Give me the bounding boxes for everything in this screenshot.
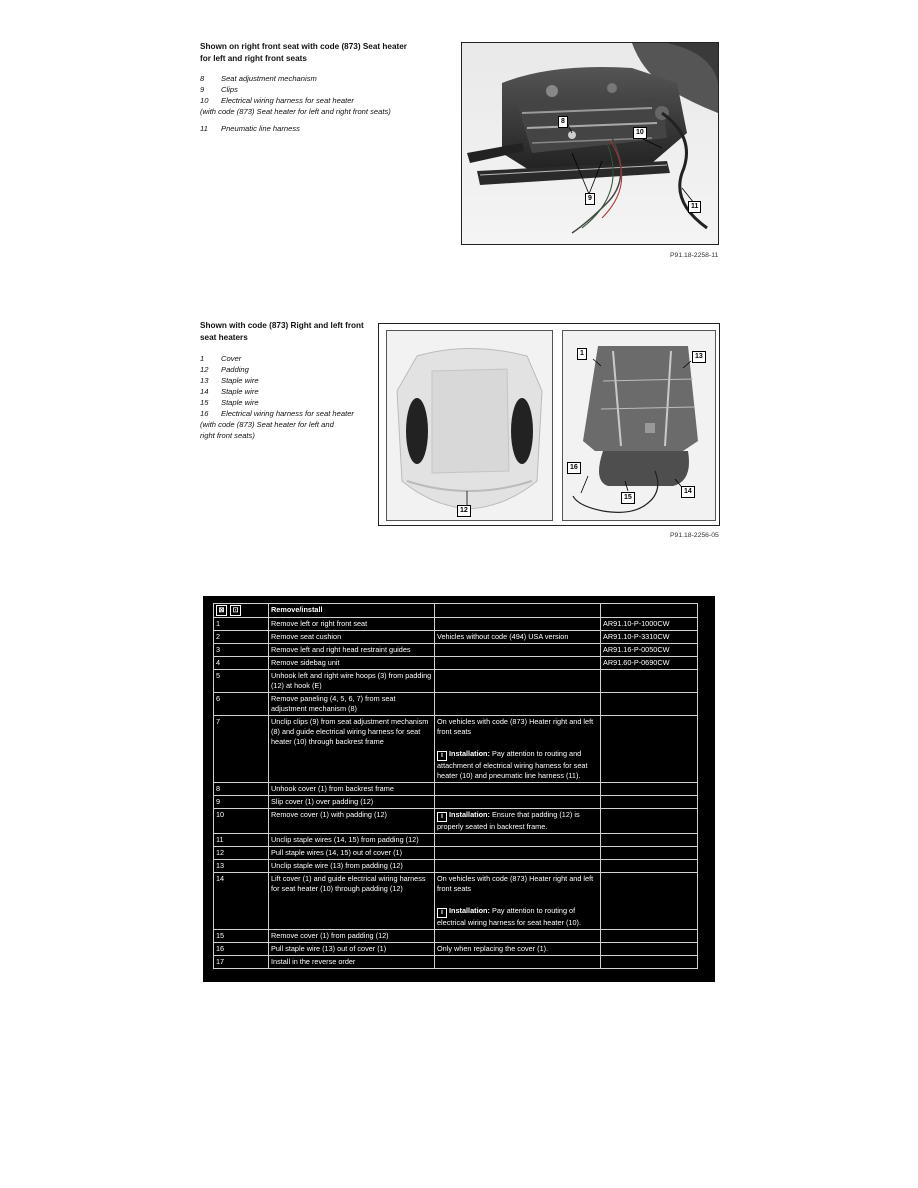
legend-item: 1 Cover [200, 354, 242, 363]
legend-item: 13 Staple wire [200, 376, 259, 385]
table-row: 9 Slip cover (1) over padding (12) [214, 796, 698, 809]
header-title: Remove/install [269, 604, 435, 618]
table-row: 12 Pull staple wires (14, 15) out of cover (1) [214, 847, 698, 860]
figure1-photo [461, 42, 719, 245]
table-row: 8 Unhook cover (1) from backrest frame [214, 783, 698, 796]
table-row: 2 Remove seat cushion Vehicles without code (494) USA version AR91.10-P-3310CW [214, 631, 698, 644]
remove-icon: ⊠ [216, 605, 227, 616]
table-row: 6 Remove paneling (4, 5, 6, 7) from seat adjustment mechanism (8) [214, 693, 698, 716]
callout-10: 10 [633, 127, 647, 139]
install-icon: ⊡ [230, 605, 241, 616]
table-row: 15 Remove cover (1) from padding (12) [214, 930, 698, 943]
table-row: 3 Remove left and right head restraint guides AR91.16-P-0050CW [214, 644, 698, 657]
table-row: 10 Remove cover (1) with padding (12) i Installation: Ensure that padding (12) is properly seated in backrest frame. [214, 809, 698, 834]
callout-13: 13 [692, 351, 706, 363]
cover-panel [562, 330, 716, 521]
table-row: 13 Unclip staple wire (13) from padding (12) [214, 860, 698, 873]
padding-panel [386, 330, 553, 521]
legend-item: 14 Staple wire [200, 387, 259, 396]
figure2-photo [378, 323, 720, 526]
figure1-caption: P91.18-2258-11 [670, 252, 719, 259]
table-row: 4 Remove sidebag unit AR91.60-P-0690CW [214, 657, 698, 670]
callout-12: 12 [457, 505, 471, 517]
legend-item: 11 Pneumatic line harness [200, 124, 300, 133]
table-row: 14 Lift cover (1) and guide electrical wiring harness for seat heater (10) through padding (12) On vehicles with code (873) Heater right and left front seats i Installation: Pay attention to routing of electrical wiring harness for seat heater (10). [214, 873, 698, 930]
legend-item: 12 Padding [200, 365, 249, 374]
callout-16: 16 [567, 462, 581, 474]
legend-item: (with code (873) Seat heater for left and right front seats) [200, 107, 391, 116]
legend-item: 16 Electrical wiring harness for seat heater [200, 409, 354, 418]
callout-15: 15 [621, 492, 635, 504]
callout-8: 8 [558, 116, 568, 128]
info-icon: i [437, 751, 447, 761]
legend-item: (with code (873) Seat heater for left and [200, 420, 334, 429]
seat-mechanism-illustration [462, 43, 718, 244]
table-row: 16 Pull staple wire (13) out of cover (1) Only when replacing the cover (1). [214, 943, 698, 956]
table-header-row [214, 604, 698, 618]
document-link[interactable]: AR91.10-P-3310CW [601, 631, 698, 644]
table-row: 11 Unclip staple wires (14, 15) from padding (12) [214, 834, 698, 847]
callout-9: 9 [585, 193, 595, 205]
table-row: 7 Unclip clips (9) from seat adjustment mechanism (8) and guide electrical wiring harness for seat heater (10) through backrest frame On vehicles with code (873) Heater right and left front seats i Installation: Pay attention to routing and attachment of electrical wiring harness for seat heater (10) and pneumatic line harness (11). [214, 716, 698, 783]
figure2-legend [200, 353, 354, 441]
table-row: 1 Remove left or right front seat AR91.10-P-1000CW [214, 618, 698, 631]
figure1-legend [200, 73, 391, 134]
document-link[interactable]: AR91.16-P-0050CW [601, 644, 698, 657]
legend-item: 9 Clips [200, 85, 238, 94]
callout-11: 11 [688, 201, 701, 213]
procedure-table-panel [203, 596, 715, 982]
table-row: 17 Install in the reverse order [214, 956, 698, 969]
figure2-caption: P91.18-2256-05 [670, 532, 719, 539]
callout-14: 14 [681, 486, 695, 498]
info-icon: i [437, 812, 447, 822]
table-row: 5 Unhook left and right wire hoops (3) from padding (12) at hook (E) [214, 670, 698, 693]
document-link[interactable]: AR91.10-P-1000CW [601, 618, 698, 631]
info-icon: i [437, 908, 447, 918]
document-link[interactable]: AR91.60-P-0690CW [601, 657, 698, 670]
legend-item: right front seats) [200, 431, 255, 440]
callout-1: 1 [577, 348, 587, 360]
legend-item: 8 Seat adjustment mechanism [200, 74, 317, 83]
legend-item: 15 Staple wire [200, 398, 259, 407]
procedure-table [213, 603, 698, 969]
padding-illustration [387, 331, 552, 520]
legend-item: 10 Electrical wiring harness for seat heater [200, 96, 354, 105]
header-icons [214, 604, 269, 618]
figure2-title: Shown with code (873) Right and left front seat heaters [200, 321, 364, 342]
figure1-title: Shown on right front seat with code (873) Seat heater for left and right front seats [200, 42, 407, 63]
